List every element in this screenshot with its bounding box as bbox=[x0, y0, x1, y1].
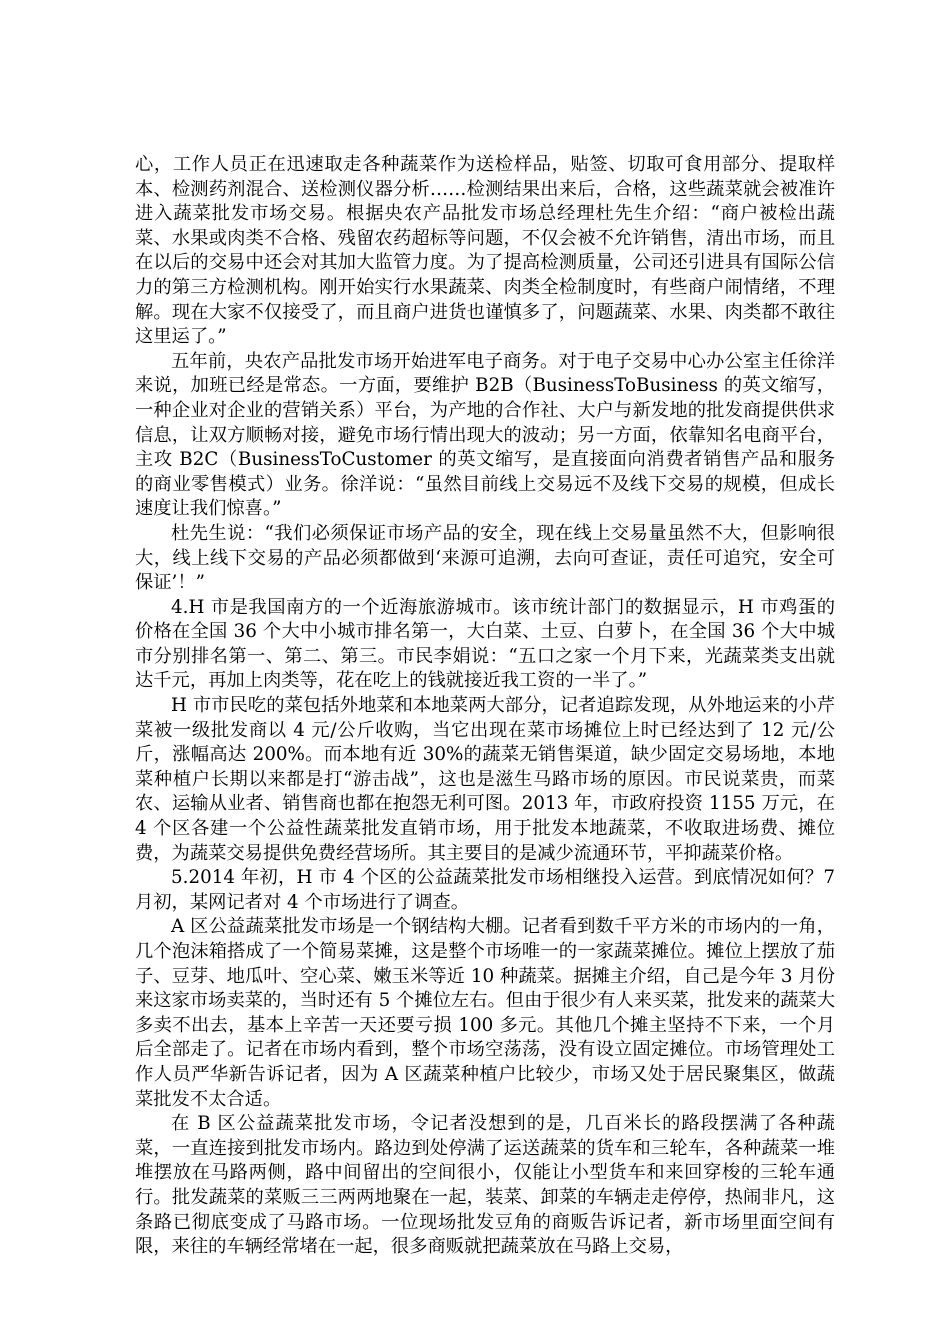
paragraph-du-quote: 杜先生说：“我们必须保证市场产品的安全，现在线上交易量虽然不大，但影响很大，线上线下交易的产品必须都做到‘来源可追溯，去向可查证，责任可追究，安全可保证’！” bbox=[135, 522, 835, 594]
paragraph-survey-intro: 5.2014 年初，H 市 4 个区的公益蔬菜批发市场相继投入运营。到底情况如何？7 月初，某网记者对 4 个市场进行了调查。 bbox=[135, 867, 835, 913]
paragraph-district-b: 在 B 区公益蔬菜批发市场，令记者没想到的是，几百米长的路段摆满了各种蔬菜，一直连接到批发市场内。路边到处停满了运送蔬菜的货车和三轮车，各种蔬菜一堆堆摆放在马路两侧，路中间留出的空间很小，仅能让小型货车和来回穿梭的三轮车通行。批发蔬菜的菜贩三三两两地聚在一起，装菜、卸菜的车辆走走停停，热闹非凡，这条路已彻底变成了马路市场。一位现场批发豆角的商贩告诉记者，新市场里面空间有限，来往的车辆经常堵在一起，很多商贩就把蔬菜放在马路上交易， bbox=[135, 1113, 835, 1258]
paragraph-ecommerce: 五年前，央农产品批发市场开始进军电子商务。对于电子交易中心办公室主任徐洋来说，加班已经是常态。一方面，要维护 B2B（BusinessToBusiness 的英文缩写，一种企业对企业的营销关系）平台，为产地的合作社、大户与新发地的批发商提供供求信息，让双方顺畅对接，避免市场行情出现大的波动；另一方面，依靠知名电商平台，主攻 B2C（BusinessToCustomer 的英文缩写，是直接面向消费者销售产品和服务的商业零售模式）业务。徐洋说：“虽然目前线上交易远不及线下交易的规模，但成长速度让我们惊喜。” bbox=[135, 350, 835, 520]
paragraph-inspection: 心，工作人员正在迅速取走各种蔬菜作为送检样品，贴签、切取可食用部分、提取样本、检测药剂混合、送检测仪器分析……检测结果出来后，合格，这些蔬菜就会被准许进入蔬菜批发市场交易。根据央农产品批发市场总经理杜先生介绍：“商户被检出蔬菜、水果或肉类不合格、残留农药超标等问题，不仅会被不允许销售，清出市场，而且在以后的交易中还会对其加大监管力度。为了提高检测质量，公司还引进具有国际公信力的第三方检测机构。刚开始实行水果蔬菜、肉类全检制度时，有些商户闹情绪，不理解。现在大家不仅接受了，而且商户进货也谨慎多了，问题蔬菜、水果、肉类都不敢往这里运了。” bbox=[135, 154, 835, 348]
paragraph-h-city-prices: 4.H 市是我国南方的一个近海旅游城市。该市统计部门的数据显示，H 市鸡蛋的价格在全国 36 个大中小城市排名第一，大白菜、土豆、白萝卜，在全国 36 个大中城市分别排名第一、第二、第三。市民李娟说：“五口之家一个月下来，光蔬菜类支出就达千元，再加上肉类等，花在吃上的钱就接近我工资的一半了。” bbox=[135, 596, 835, 692]
paragraph-local-vegetables: H 市市民吃的菜包括外地菜和本地菜两大部分，记者追踪发现，从外地运来的小芹菜被一级批发商以 4 元/公斤收购，当它出现在菜市场摊位上时已经达到了 12 元/公斤，涨幅高达 200%。而本地有近 30%的蔬菜无销售渠道，缺少固定交易场地，本地菜种植户长期以来都是打“游击战”，这也是滋生马路市场的原因。市民说菜贵，而菜农、运输从业者、销售商也都在抱怨无利可图。2013 年，市政府投资 1155 万元，在 4 个区各建一个公益性蔬菜批发直销市场，用于批发本地蔬菜，不收取进场费、摊位费，为蔬菜交易提供免费经营场所。其主要目的是减少流通环节，平抑蔬菜价格。 bbox=[135, 695, 835, 864]
document-page bbox=[135, 153, 835, 1260]
paragraph-district-a: A 区公益蔬菜批发市场是一个钢结构大棚。记者看到数千平方米的市场内的一角，几个泡沫箱搭成了一个简易菜摊，这是整个市场唯一的一家蔬菜摊位。摊位上摆放了茄子、豆芽、地瓜叶、空心菜、嫩玉米等近 10 种蔬菜。据摊主介绍，自己是今年 3 月份来这家市场卖菜的，当时还有 5 个摊位左右。但由于很少有人来买菜，批发来的蔬菜大多卖不出去，基本上辛苦一天还要亏损 100 多元。其他几个摊主坚持不下来，一个月后全部走了。记者在市场内看到，整个市场空荡荡，没有设立固定摊位。市场管理处工作人员严华新告诉记者，因为 A 区蔬菜种植户比较少，市场又处于居民聚集区，做蔬菜批发不太合适。 bbox=[135, 916, 835, 1110]
